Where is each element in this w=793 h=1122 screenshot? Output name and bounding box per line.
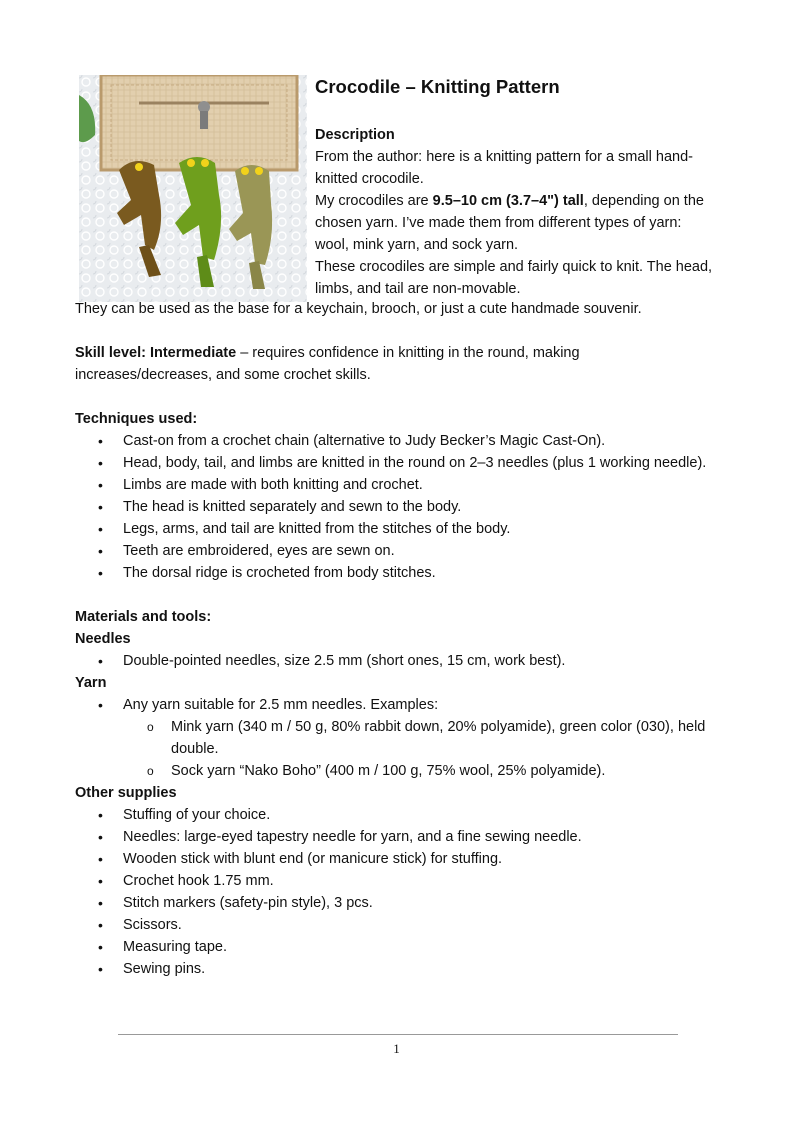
description-line: They can be used as the base for a keychain, brooch, or just a cute handmade souvenir.: [75, 301, 642, 317]
skill-level: [75, 342, 735, 364]
description-line: wool, mink yarn, and sock yarn.: [315, 237, 519, 253]
list-item: • Measuring tape.: [75, 936, 735, 958]
sub-list-text: double.: [171, 741, 219, 757]
yarn-examples-list: [75, 716, 735, 782]
list-item: • Needles: large-eyed tapestry needle for yarn, and a fine sewing needle.: [75, 826, 735, 848]
needles-heading: Needles: [75, 631, 131, 647]
list-item: • Crochet hook 1.75 mm.: [75, 870, 735, 892]
list-item: • The head is knitted separately and sewn to the body.: [75, 496, 735, 518]
sub-list-text: Mink yarn (340 m / 50 g, 80% rabbit down, 20% polyamide), green color (030), held: [171, 719, 706, 735]
description-line: knitted crocodile.: [315, 171, 424, 187]
list-item: • Legs, arms, and tail are knitted from the stitches of the body.: [75, 518, 735, 540]
skill-level-label: Skill level: Intermediate: [75, 345, 237, 361]
size-text-pre: My crocodiles are: [315, 193, 433, 209]
list-item: • Any yarn suitable for 2.5 mm needles. Examples:: [75, 694, 735, 716]
sub-list-item: o Sock yarn “Nako Boho” (400 m / 100 g, 75% wool, 25% polyamide).: [75, 760, 735, 782]
page-number: 1: [393, 1041, 400, 1056]
techniques-heading: Techniques used:: [75, 411, 198, 427]
skill-level-text-cont: increases/decreases, and some crochet skills.: [75, 367, 371, 383]
list-item: • Teeth are embroidered, eyes are sewn on.: [75, 540, 735, 562]
footer-rule: [118, 1034, 678, 1035]
list-item: • Stitch markers (safety-pin style), 3 pcs.: [75, 892, 735, 914]
list-item: • Head, body, tail, and limbs are knitted in the round on 2–3 needles (plus 1 working needle).: [75, 452, 735, 474]
yarn-list: [75, 694, 735, 716]
list-item: • Scissors.: [75, 914, 735, 936]
description-line: These crocodiles are simple and fairly quick to knit. The head,: [315, 259, 713, 275]
description-heading: Description: [315, 127, 395, 143]
list-item: • Wooden stick with blunt end (or manicure stick) for stuffing.: [75, 848, 735, 870]
description-line: chosen yarn. I’ve made them from different types of yarn:: [315, 215, 682, 231]
page-title: Crocodile – Knitting Pattern: [315, 76, 560, 97]
techniques-list: [75, 430, 735, 584]
list-item: • Limbs are made with both knitting and crochet.: [75, 474, 735, 496]
list-item: • Double-pointed needles, size 2.5 mm (short ones, 15 cm, work best).: [75, 650, 735, 672]
list-item: • The dorsal ridge is crocheted from body stitches.: [75, 562, 735, 584]
main-content: [75, 342, 735, 980]
knitted-crocodiles-image: [79, 75, 307, 302]
other-supplies-heading: Other supplies: [75, 785, 177, 801]
crocodiles-photo: [79, 75, 307, 302]
description-line: limbs, and tail are non-movable.: [315, 281, 521, 297]
list-item: • Sewing pins.: [75, 958, 735, 980]
list-item: • Stuffing of your choice.: [75, 804, 735, 826]
materials-heading: Materials and tools:: [75, 609, 212, 625]
needles-list: [75, 650, 735, 672]
description-size-line: [315, 190, 735, 212]
sub-list-item: [75, 716, 735, 760]
size-value: 9.5–10 cm (3.7–4") tall: [432, 193, 584, 209]
other-supplies-list: [75, 804, 735, 980]
skill-level-text: – requires confidence in knitting in the round, making: [236, 345, 580, 361]
yarn-heading: Yarn: [75, 675, 107, 691]
description-line: From the author: here is a knitting pattern for a small hand-: [315, 149, 693, 165]
list-item: • Cast-on from a crochet chain (alternative to Judy Becker’s Magic Cast-On).: [75, 430, 735, 452]
size-text-post: , depending on the: [583, 193, 704, 209]
description-section: [315, 124, 735, 300]
